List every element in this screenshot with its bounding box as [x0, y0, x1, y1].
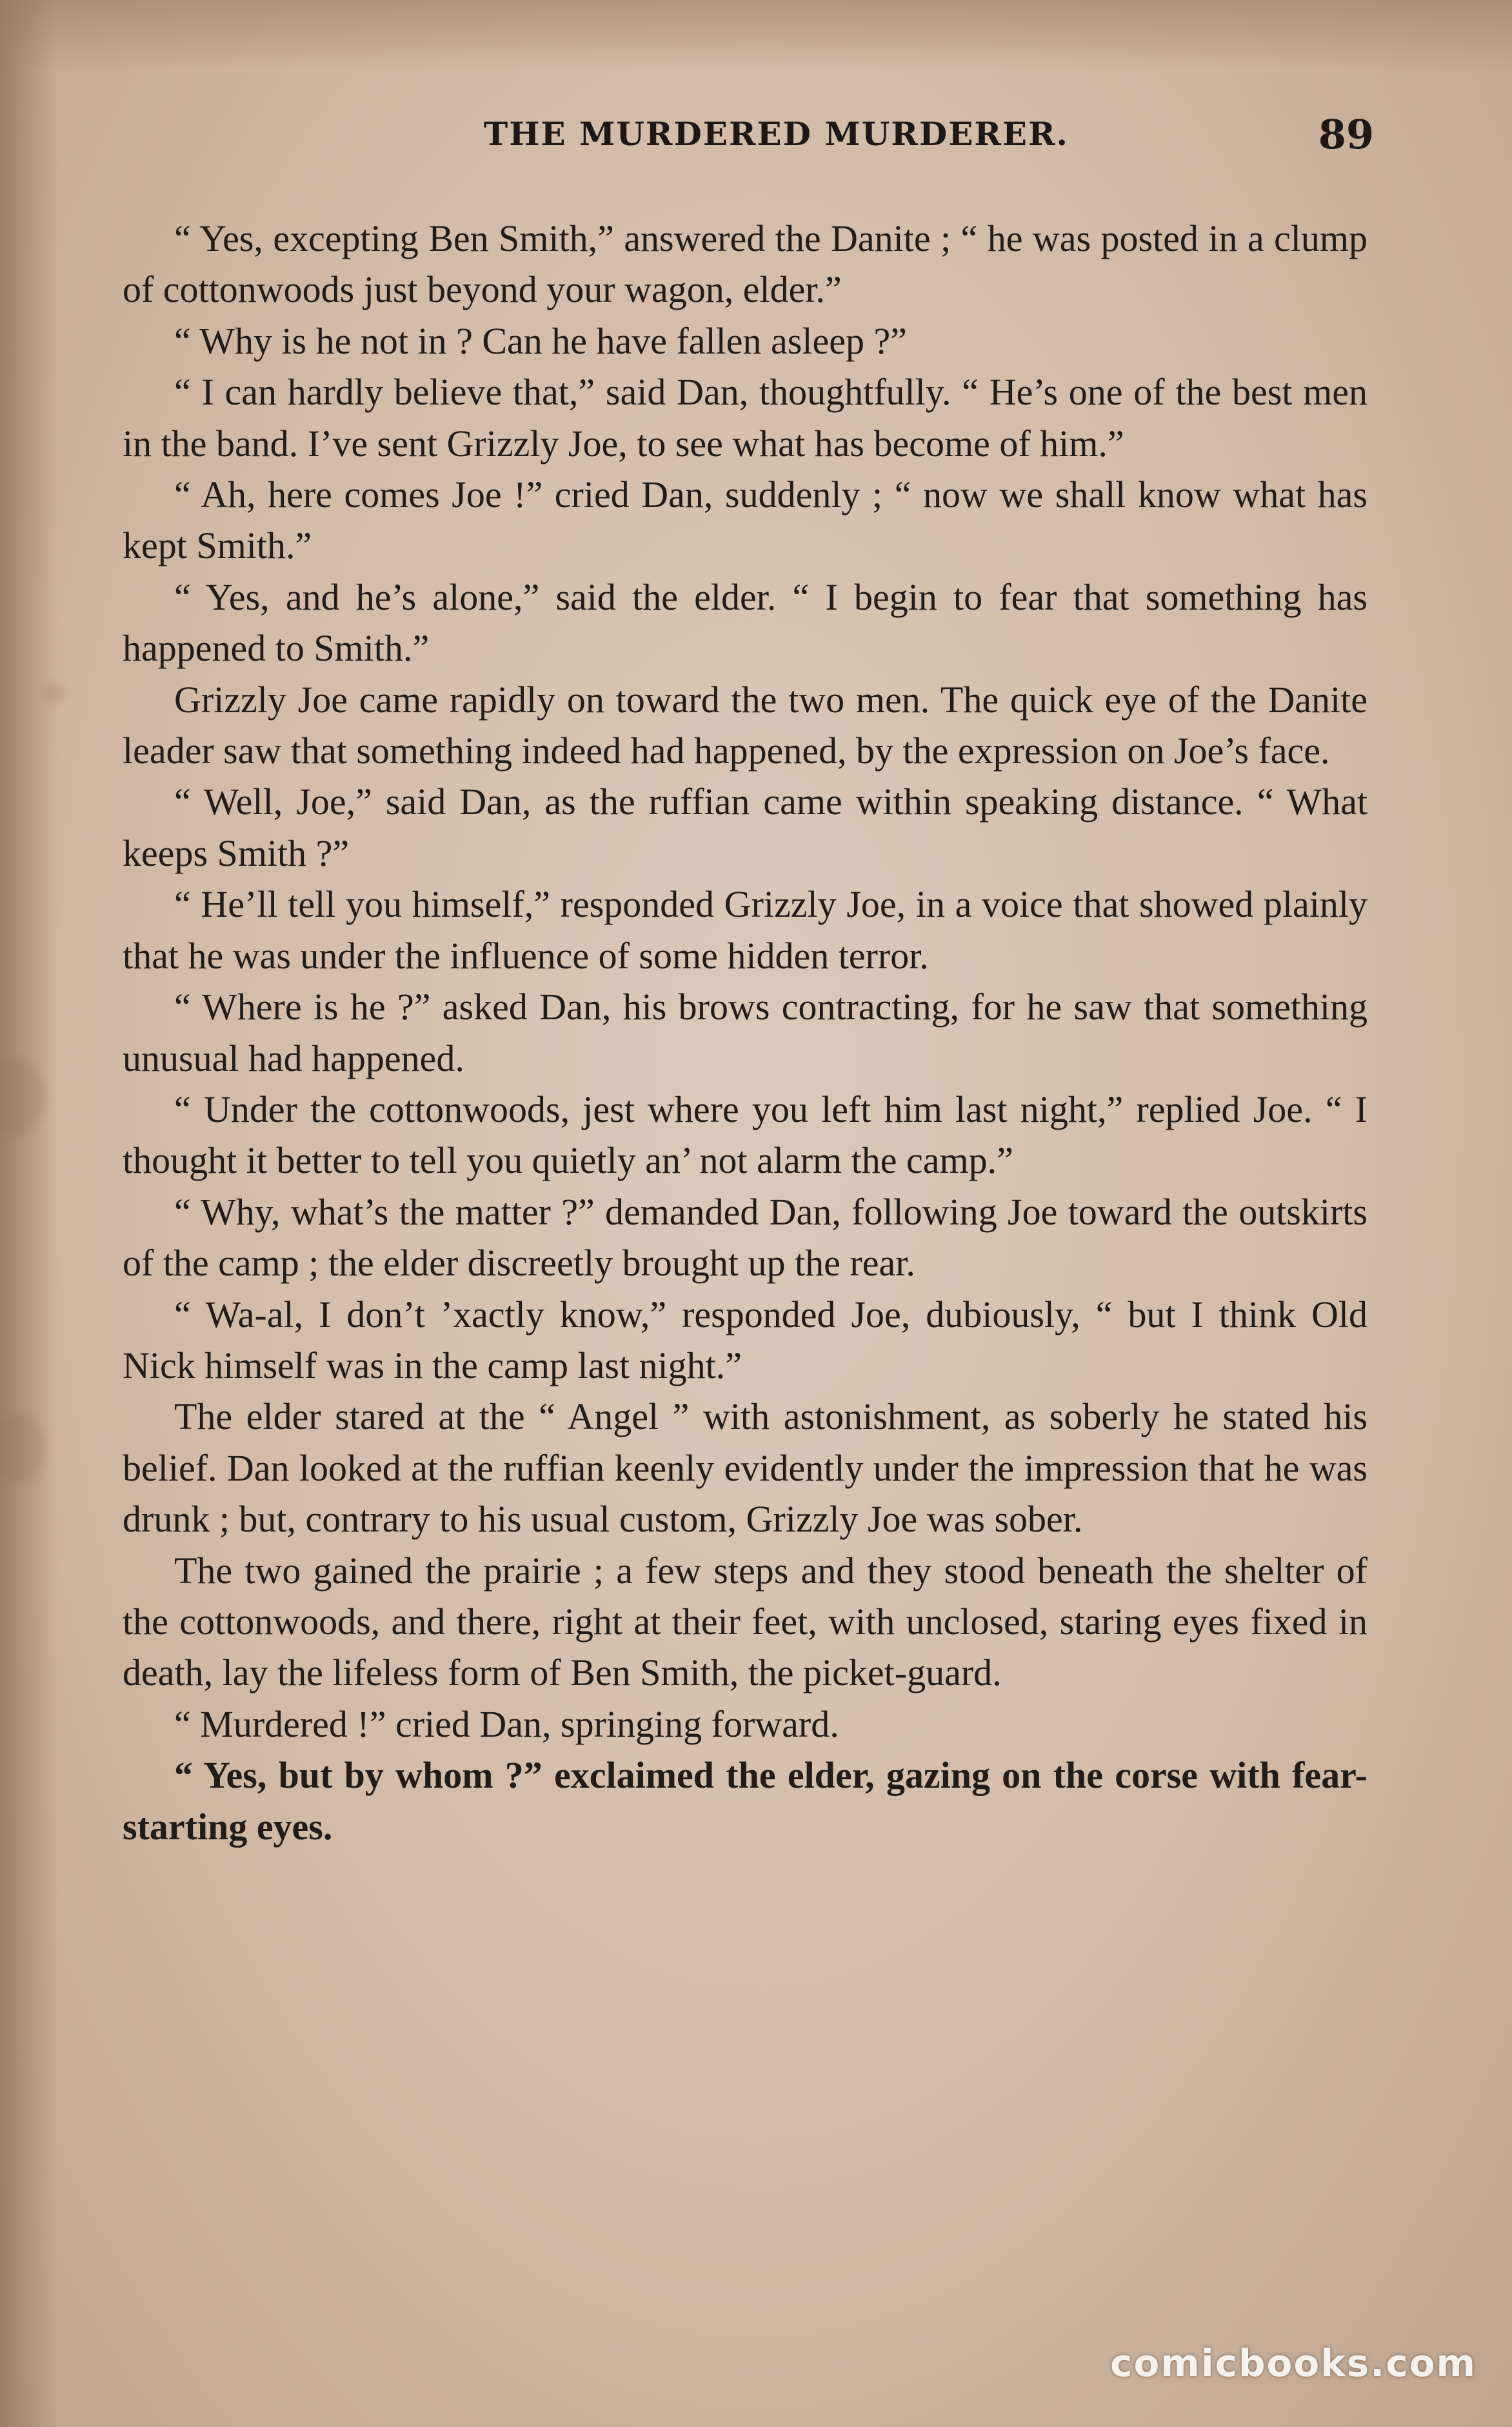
paragraph: The two gained the prairie ; a few steps and they stood beneath the shelter of the cottonwoods, and there, right at their feet, with unclosed, staring eyes fixed in death, lay the lifeless form of Ben Smith, the picket-guard.: [123, 1549, 1368, 1694]
paragraph: “ Wa-al, I don’t ’xactly know,” responded Joe, dubiously, “ but I think Old Nick himself was in the camp last night.”: [123, 1293, 1368, 1386]
page-number: 89: [1318, 111, 1374, 158]
paragraph: “ Why, what’s the matter ?” demanded Dan, following Joe toward the outskirts of the camp ; the elder discreetly brought up the rear.: [123, 1190, 1368, 1284]
paragraph: The elder stared at the “ Angel ” with astonishment, as soberly he stated his belief. Dan looked at the ruffian keenly evidently under the impression that he was drunk ; but, contrary to his usual custom, Grizzly Joe was sober.: [123, 1395, 1368, 1541]
paragraph: “ Murdered !” cried Dan, springing forward.: [174, 1703, 839, 1745]
watermark: comicbooks.com: [1110, 2341, 1477, 2385]
paragraph: Grizzly Joe came rapidly on toward the two men. The quick eye of the Danite leader saw that something indeed had happened, by the expression on Joe’s face.: [123, 678, 1368, 772]
paragraph: “ Why is he not in ? Can he have fallen asleep ?”: [174, 319, 907, 362]
paragraph: “ Ah, here comes Joe !” cried Dan, suddenly ; “ now we shall know what has kept Smith.”: [123, 474, 1368, 567]
paragraph: “ Under the cottonwoods, jest where you left him last night,” replied Joe. “ I thought it better to tell you quietly an’ not alarm the camp.”: [123, 1088, 1368, 1182]
paragraph: “ Yes, excepting Ben Smith,” answered the Danite ; “ he was posted in a clump of cottonwoods just beyond your wagon, elder.”: [123, 217, 1368, 311]
page-header: [123, 111, 1374, 166]
page-edge-shadow: [0, 0, 58, 2427]
paragraph: “ I can hardly believe that,” said Dan, thoughtfully. “ He’s one of the best men in the band. I’ve sent Grizzly Joe, to see what has become of him.”: [123, 371, 1368, 464]
running-title: THE MURDERED MURDERER.: [484, 115, 1069, 153]
paragraph: “ He’ll tell you himself,” responded Grizzly Joe, in a voice that showed plainly that he was under the influence of some hidden terror.: [123, 883, 1368, 977]
paragraph: “ Where is he ?” asked Dan, his brows contracting, for he saw that something unusual had happened.: [123, 986, 1368, 1079]
paragraph: “ Yes, but by whom ?” exclaimed the elder, gazing on the corse with fear-starting eyes.: [123, 1754, 1368, 1848]
body-text: [123, 213, 1368, 1852]
page-top-shadow: [0, 0, 1512, 71]
paper-stain: [45, 684, 65, 703]
paragraph: “ Yes, and he’s alone,” said the elder. “ I begin to fear that something has happened to Smith.”: [123, 575, 1368, 670]
paragraph: “ Well, Joe,” said Dan, as the ruffian came within speaking distance. “ What keeps Smith ?”: [123, 781, 1368, 874]
